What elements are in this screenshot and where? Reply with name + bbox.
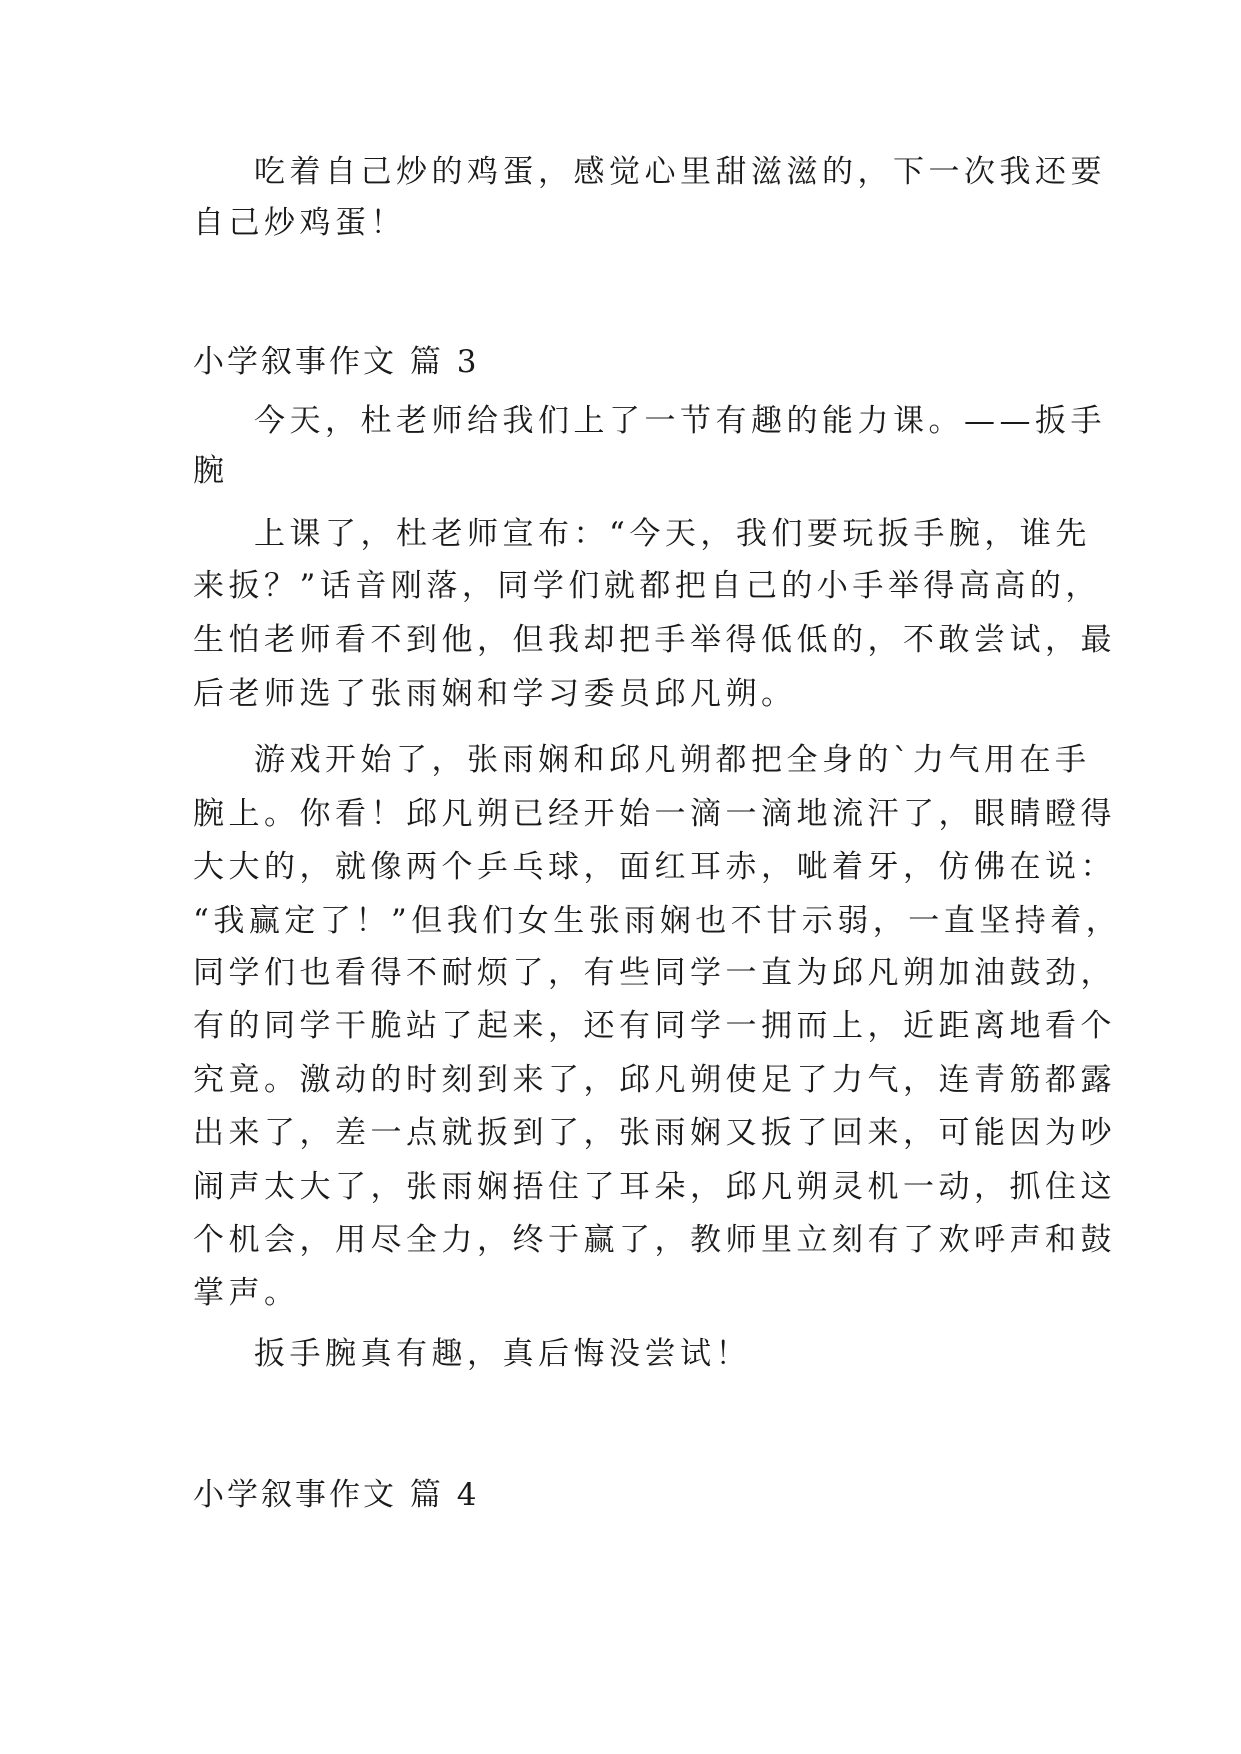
paragraph-line: 吃着自己炒的鸡蛋，感觉心里甜滋滋的，下一次我还要 [254,154,1106,190]
paragraph-line: 腕 [193,453,229,489]
paragraph-line: 扳手腕真有趣，真后悔没尝试！ [254,1336,751,1372]
paragraph-line: 腕上。你看！邱凡朔已经开始一滴一滴地流汗了，眼睛瞪得 [193,796,1116,832]
section-heading-3: 小学叙事作文 篇 3 [193,344,480,380]
paragraph-line: 闹声太大了，张雨娴捂住了耳朵，邱凡朔灵机一动，抓住这 [193,1169,1116,1205]
paragraph-line: 后老师选了张雨娴和学习委员邱凡朔。 [193,676,797,712]
paragraph-line: 有的同学干脆站了起来，还有同学一拥而上，近距离地看个 [193,1008,1116,1044]
paragraph-line: 自己炒鸡蛋！ [193,205,406,241]
paragraph-line: 生怕老师看不到他，但我却把手举得低低的，不敢尝试，最 [193,622,1116,658]
paragraph-line: 上课了，杜老师宣布：“今天，我们要玩扳手腕，谁先 [254,516,1091,552]
paragraph-line: 今天，杜老师给我们上了一节有趣的能力课。——扳手 [254,403,1106,439]
paragraph-line: 究竟。激动的时刻到来了，邱凡朔使足了力气，连青筋都露 [193,1062,1116,1098]
paragraph-line: 出来了，差一点就扳到了，张雨娴又扳了回来，可能因为吵 [193,1115,1116,1151]
paragraph-line: “我赢定了！”但我们女生张雨娴也不甘示弱，一直坚持着， [193,903,1122,939]
paragraph-line: 同学们也看得不耐烦了，有些同学一直为邱凡朔加油鼓劲， [193,955,1116,991]
paragraph-line: 个机会，用尽全力，终于赢了，教师里立刻有了欢呼声和鼓 [193,1222,1116,1258]
paragraph-line: 游戏开始了，张雨娴和邱凡朔都把全身的`力气用在手 [254,742,1091,778]
paragraph-line: 来扳？”话音刚落，同学们就都把自己的小手举得高高的， [193,568,1101,604]
section-heading-4: 小学叙事作文 篇 4 [193,1477,480,1513]
paragraph-line: 大大的，就像两个乒乓球，面红耳赤，呲着牙，仿佛在说： [193,849,1116,885]
paragraph-line: 掌声。 [193,1275,300,1311]
